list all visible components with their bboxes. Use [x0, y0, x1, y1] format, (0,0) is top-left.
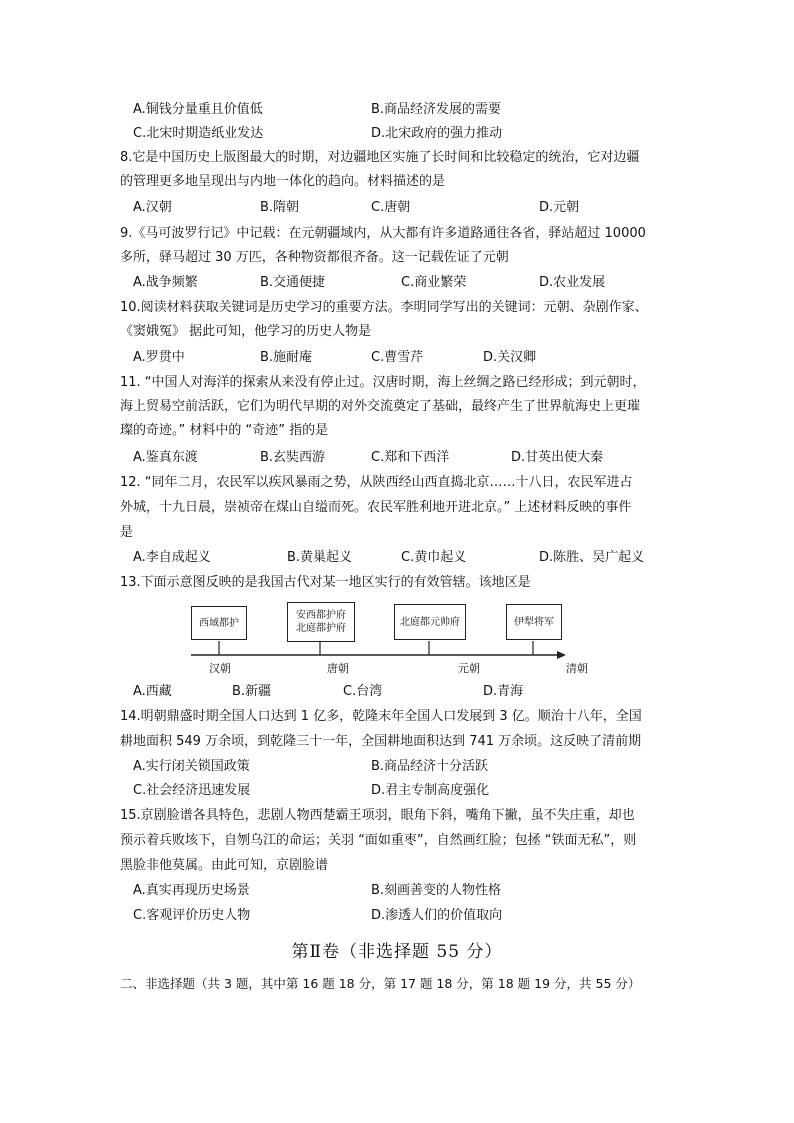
- q10-option-c[interactable]: C.曹雪芹: [371, 350, 424, 365]
- timeline-label-tang: 唐朝: [327, 662, 349, 675]
- section-2-heading: 二、非选择题（共 3 题，其中第 16 题 18 分，第 17 题 18 分，第 18 题 19 分，共 55 分）: [120, 976, 641, 991]
- q15-stem-line-2: 预示着兵败垓下，自刎乌江的命运；关羽 “面如重枣”，自然画红脸；包拯 “铁面无私”，则: [120, 833, 637, 848]
- q10-option-b[interactable]: B.施耐庵: [260, 350, 313, 365]
- q8-option-b[interactable]: B.隋朝: [260, 200, 300, 215]
- q11-option-b[interactable]: B.玄奘西游: [260, 450, 326, 465]
- q7-option-d[interactable]: D.北宋政府的强力推动: [371, 126, 503, 141]
- q8-stem-line-1: 8.它是中国历史上版图最大的时期，对边疆地区实施了长时间和比较稳定的统治，它对边疆: [120, 150, 640, 165]
- q15-option-b[interactable]: B.刻画善变的人物性格: [371, 883, 502, 898]
- q11-stem-line-1: 11. “中国人对海洋的探索从来没有停止过。汉唐时期，海上丝绸之路已经形成；到元朝时，: [120, 375, 646, 390]
- q9-option-c[interactable]: C.商业繁荣: [401, 275, 467, 290]
- q11-option-c[interactable]: C.郑和下西洋: [371, 450, 450, 465]
- q7-option-a[interactable]: A.铜钱分量重且价值低: [133, 102, 263, 117]
- q9-option-b[interactable]: B.交通便捷: [260, 275, 326, 290]
- q12-option-b[interactable]: B.黄巢起义: [287, 550, 353, 565]
- q7-option-c[interactable]: C.北宋时期造纸业发达: [133, 126, 264, 141]
- q8-option-c[interactable]: C.唐朝: [371, 200, 411, 215]
- q15-stem-line-3: 黑脸非他莫属。由此可知，京剧脸谱: [120, 858, 329, 873]
- diagram-box-qing-label: 伊犁将军: [514, 616, 554, 628]
- q14-option-b[interactable]: B.商品经济十分活跃: [371, 759, 489, 774]
- q8-option-a[interactable]: A.汉朝: [133, 200, 172, 215]
- q14-option-d[interactable]: D.君主专制高度强化: [371, 783, 490, 798]
- q15-stem-line-1: 15.京剧脸谱各具特色，悲剧人物西楚霸王项羽，眼角下斜，嘴角下撇，虽不失庄重，却也: [120, 808, 635, 823]
- timeline-label-yuan: 元朝: [458, 662, 480, 675]
- diagram-box-tang-label-2: 北庭都护府: [296, 623, 346, 634]
- diagram-box-han-label: 西域都护: [199, 617, 239, 629]
- diagram-box-tang-label-1: 安西都护府: [296, 610, 346, 621]
- q15-option-c[interactable]: C.客观评价历史人物: [133, 908, 251, 923]
- q11-stem-line-3: 璨的奇迹。” 材料中的 “奇迹” 指的是: [120, 423, 329, 438]
- diagram-box-yuan-label: 北庭都元帅府: [400, 616, 460, 628]
- timeline-label-han: 汉朝: [209, 662, 231, 675]
- q8-stem-line-2: 的管理更多地呈现出与内地一体化的趋向。材料描述的是: [120, 174, 446, 189]
- q12-option-c[interactable]: C.黄巾起义: [401, 550, 467, 565]
- diagram-box-tang: [287, 602, 355, 642]
- q14-option-c[interactable]: C.社会经济迅速发展: [133, 783, 251, 798]
- timeline-arrow-icon: [557, 651, 566, 659]
- q14-stem-line-1: 14.明朝鼎盛时期全国人口达到 1 亿多，乾隆末年全国人口发展到 3 亿。顺治十八年，全国: [120, 709, 642, 724]
- diagram-box-han: [191, 606, 247, 640]
- q12-stem-line-2: 外城，十九日晨，崇祯帝在煤山自缢而死。农民军胜利地开进北京。” 上述材料反映的事件: [120, 500, 632, 515]
- q12-stem-line-3: 是: [120, 525, 134, 540]
- q9-stem-line-2: 多所，驿马超过 30 万匹，各种物资都很齐备。这一记载佐证了元朝: [120, 250, 509, 265]
- q15-option-d[interactable]: D.渗透人们的价值取向: [371, 908, 503, 923]
- q13-option-c[interactable]: C.台湾: [343, 684, 383, 699]
- q12-option-a[interactable]: A.李自成起义: [133, 550, 211, 565]
- diagram-box-qing: [506, 604, 562, 640]
- q8-option-d[interactable]: D.元朝: [539, 200, 580, 215]
- timeline-label-qing: 清朝: [566, 662, 588, 675]
- q12-option-d[interactable]: D.陈胜、吴广起义: [539, 550, 645, 565]
- q9-stem-line-1: 9.《马可波罗行记》中记载：在元朝疆域内，从大都有许多道路通往各省，驿站超过 10000: [120, 226, 646, 241]
- q11-option-a[interactable]: A.鉴真东渡: [133, 450, 198, 465]
- q13-option-d[interactable]: D.青海: [483, 684, 524, 699]
- q10-stem-line-1: 10.阅读材料获取关键词是历史学习的重要方法。李明同学写出的关键词：元朝、杂剧作家、: [120, 300, 648, 315]
- q7-option-b[interactable]: B.商品经济发展的需要: [371, 102, 502, 117]
- q9-option-a[interactable]: A.战争频繁: [133, 275, 198, 290]
- q10-option-a[interactable]: A.罗贯中: [133, 350, 185, 365]
- q10-option-d[interactable]: D.关汉卿: [483, 350, 537, 365]
- q12-stem-line-1: 12. “同年二月，农民军以疾风暴雨之势，从陕西经山西直捣北京……十八日，农民军进占: [120, 475, 633, 490]
- q14-stem-line-2: 耕地面积 549 万余顷，到乾隆三十一年，全国耕地面积达到 741 万余顷。这反映了清前期: [120, 734, 642, 749]
- q15-option-a[interactable]: A.真实再现历史场景: [133, 883, 250, 898]
- q11-stem-line-2: 海上贸易空前活跃，它们为明代早期的对外交流奠定了基础，最终产生了世界航海史上更璀: [120, 399, 641, 414]
- q13-option-a[interactable]: A.西藏: [133, 684, 172, 699]
- q14-option-a[interactable]: A.实行闭关锁国政策: [133, 759, 250, 774]
- q11-option-d[interactable]: D.甘英出使大秦: [511, 450, 604, 465]
- q13-stem-line-1: 13.下面示意图反映的是我国古代对某一地区实行的有效管辖。该地区是: [120, 575, 531, 590]
- q13-option-b[interactable]: B.新疆: [232, 684, 272, 699]
- q9-option-d[interactable]: D.农业发展: [539, 275, 606, 290]
- diagram-box-yuan: [394, 604, 466, 640]
- section-2-title: 第Ⅱ卷（非选择题 55 分）: [291, 942, 503, 962]
- q10-stem-line-2: 《窦娥冤》 据此可知，他学习的历史人物是: [120, 324, 372, 339]
